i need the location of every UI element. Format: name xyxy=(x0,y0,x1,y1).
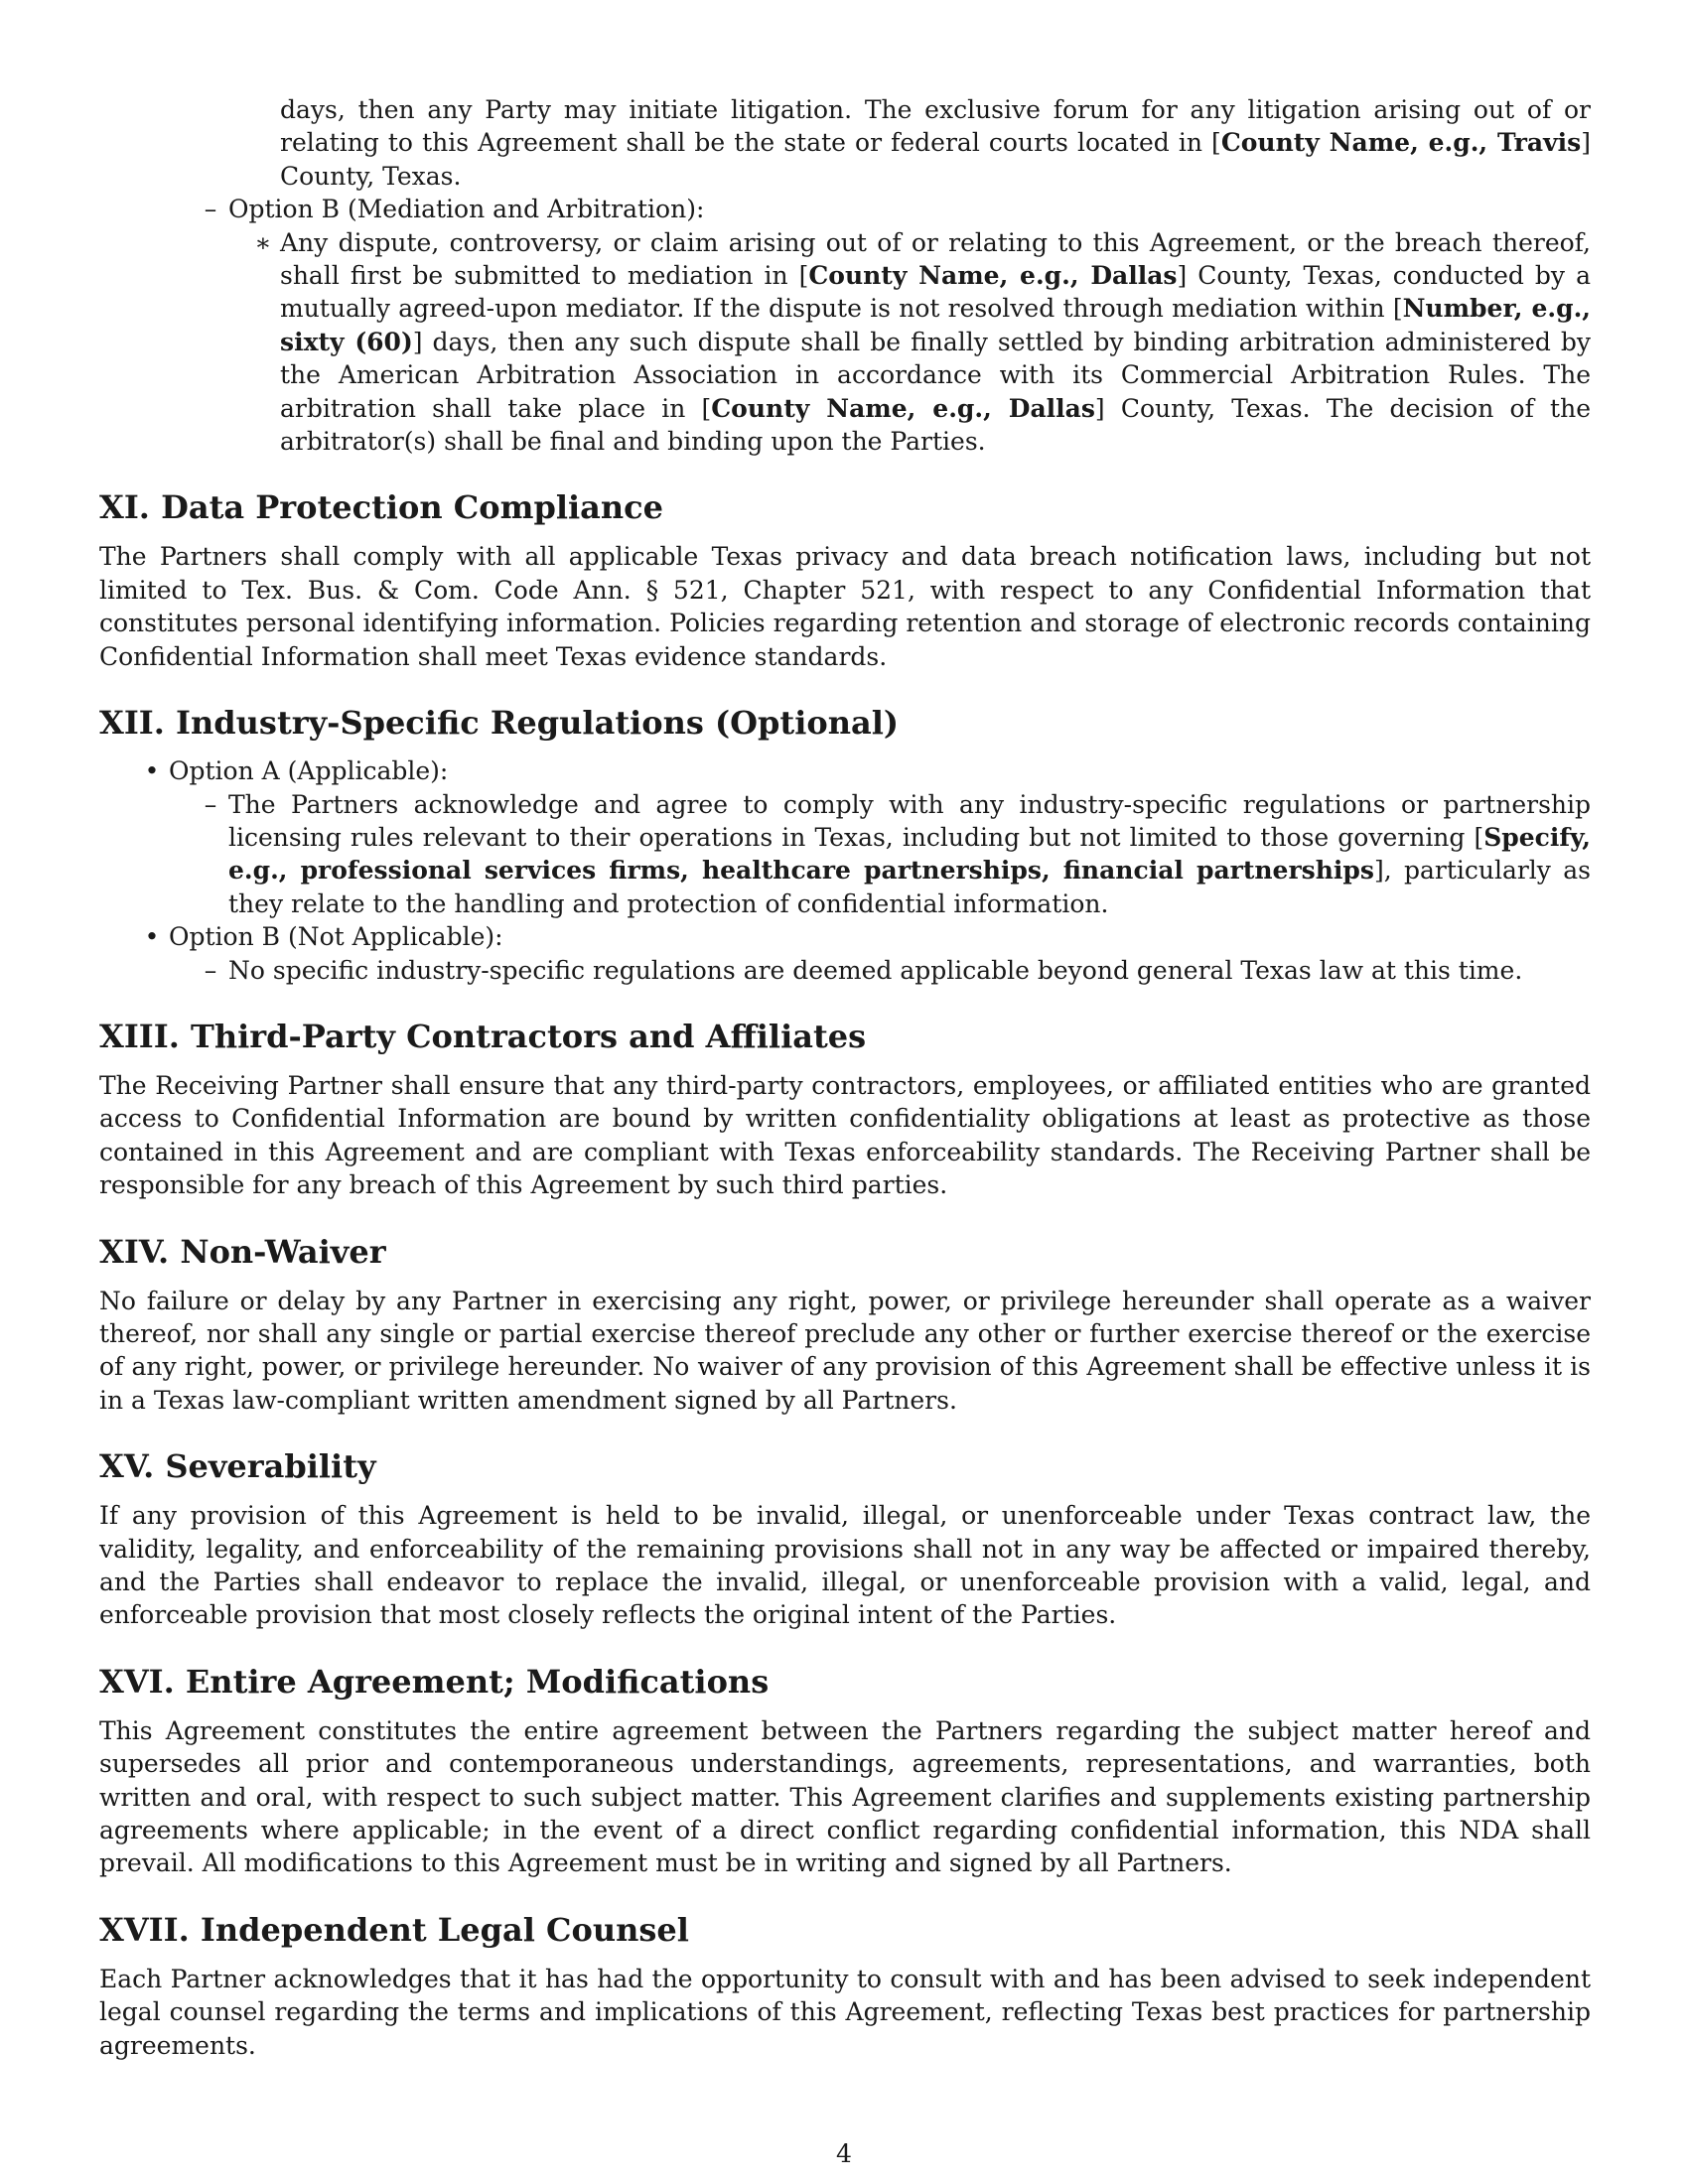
document-page xyxy=(99,93,1591,2062)
clause-text: Any dispute, controversy, or claim arising out of or relating to this Agreement, or the breach thereof, shall first be submitted to mediation in [ xyxy=(280,227,1591,291)
section-heading: XI. Data Protection Compliance xyxy=(99,488,663,527)
section-dispute-resolution-continued xyxy=(99,93,1591,458)
star-marker: ∗ xyxy=(254,227,272,257)
section-legal-counsel xyxy=(99,1910,1591,2062)
placeholder-bold: County Name, e.g., Dallas xyxy=(711,393,1095,423)
placeholder-bold: County Name, e.g., Travis xyxy=(1220,128,1582,158)
list-item xyxy=(99,788,1591,921)
section-entire-agreement xyxy=(99,1662,1591,1880)
bullet-marker: • xyxy=(144,922,160,952)
clause-text: The Partners acknowledge and agree to comply with any industry-specific regulations or partnership licensing rules relevant to their operations in Texas, including but not limited to those governing [ xyxy=(228,789,1591,852)
option-list xyxy=(99,754,1591,987)
list-item-option-a xyxy=(99,754,1591,787)
clause-text: ], particularly as they relate to the handling and protection of confidential information. xyxy=(228,856,1591,918)
section-heading: XV. Severability xyxy=(99,1447,376,1486)
section-severability xyxy=(99,1446,1591,1632)
dash-marker: – xyxy=(204,955,217,985)
dash-marker: – xyxy=(204,195,217,224)
section-body: Each Partner acknowledges that it has had the opportunity to consult with and has been advised to seek independent legal counsel regarding the terms and implications of this Agreement, reflecting Texas best practices for partnership agreements. xyxy=(99,1964,1591,2060)
section-body: No failure or delay by any Partner in exercising any right, power, or privilege hereunder shall operate as a waiver thereof, nor shall any single or partial exercise thereof preclude any other or further exercise thereof or the exercise of any right, power, or privilege hereunder. No waiver of any provision of this Agreement shall be effective unless it is in a Texas law-compliant written amendment signed by all Partners. xyxy=(99,1286,1591,1415)
section-body: If any provision of this Agreement is held to be invalid, illegal, or unenforceable under Texas contract law, the validity, legality, and enforceability of the remaining provisions shall not in any way be affected or impaired thereby, and the Parties shall endeavor to replace the invalid, illegal, or unenforceable provision with a valid, legal, and enforceable provision that most closely reflects the original intent of the Parties. xyxy=(99,1501,1591,1630)
bullet-marker: • xyxy=(144,756,160,786)
list-item-option-b xyxy=(99,920,1591,953)
page-number: 4 xyxy=(836,2139,852,2168)
section-heading: XII. Industry-Specific Regulations (Optional) xyxy=(99,704,899,743)
placeholder-bold: Number, e.g., sixty (60) xyxy=(280,294,1592,356)
clause-text: No specific industry-specific regulations are deemed applicable beyond general Texas law at this time. xyxy=(228,955,1523,985)
section-body: The Receiving Partner shall ensure that any third-party contractors, employees, or affiliated entities who are granted access to Confidential Information are bound by written confidentiality obligations at least as protective as those contained in this Agreement and are compliant with Texas enforceability standards. The Receiving Partner shall be responsible for any breach of this Agreement by such third parties. xyxy=(99,1070,1591,1200)
section-data-protection xyxy=(99,487,1591,673)
section-non-waiver xyxy=(99,1232,1591,1418)
section-body: This Agreement constitutes the entire agreement between the Partners regarding the subject matter hereof and supersedes all prior and contemporaneous understandings, agreements, representations, and warranties, both written and oral, with respect to such subject matter. This Agreement clarifies and supplements existing partnership agreements where applicable; in the event of a direct conflict regarding confidential information, this NDA shall prevail. All modifications to this Agreement must be in writing and signed by all Partners. xyxy=(99,1715,1591,1878)
continued-text: days, then any Party may initiate litigation. The exclusive forum for any litigation arising out of or relating to this Agreement shall be the state or federal courts located in [ xyxy=(280,95,1591,158)
option-label: Option A (Applicable): xyxy=(169,756,449,786)
section-industry-regulations xyxy=(99,703,1591,987)
option-label: Option B (Mediation and Arbitration): xyxy=(228,195,705,224)
clause-text: ] County, Texas. The decision of the arbitrator(s) shall be final and binding upon the Parties. xyxy=(280,393,1591,457)
section-heading: XIV. Non-Waiver xyxy=(99,1232,386,1271)
section-body: The Partners shall comply with all applicable Texas privacy and data breach notification laws, including but not limited to Tex. Bus. & Com. Code Ann. § 521, Chapter 521, with respect to any Confidential Information that constitutes personal identifying information. Policies regarding retention and storage of electronic records containing Confidential Information shall meet Texas evidence standards. xyxy=(99,542,1591,671)
section-heading: XIII. Third-Party Contractors and Affiliates xyxy=(99,1017,867,1055)
section-third-party xyxy=(99,1017,1591,1202)
continued-text-end: ] County, Texas. xyxy=(280,128,1591,191)
list-item xyxy=(99,954,1591,987)
dash-marker: – xyxy=(204,789,217,819)
section-heading: XVII. Independent Legal Counsel xyxy=(99,1910,689,1949)
clause-text: ] County, Texas, conducted by a mutually agreed-upon mediator. If the dispute is not resolved through mediation within [ xyxy=(280,261,1591,324)
placeholder-bold: Specify, e.g., professional services firms, healthcare partnerships, financial partnerships xyxy=(228,822,1591,886)
list-item xyxy=(99,226,1591,459)
placeholder-bold: County Name, e.g., Dallas xyxy=(808,261,1178,291)
clause-text: ] days, then any such dispute shall be finally settled by binding arbitration administered by the American Arbitration Association in accordance with its Commercial Arbitration Rules. The arbitration shall take place in [ xyxy=(280,327,1592,423)
section-heading: XVI. Entire Agreement; Modifications xyxy=(99,1662,770,1701)
list-item xyxy=(99,93,1591,193)
list-item-option-b xyxy=(99,193,1591,225)
option-label: Option B (Not Applicable): xyxy=(169,922,503,952)
